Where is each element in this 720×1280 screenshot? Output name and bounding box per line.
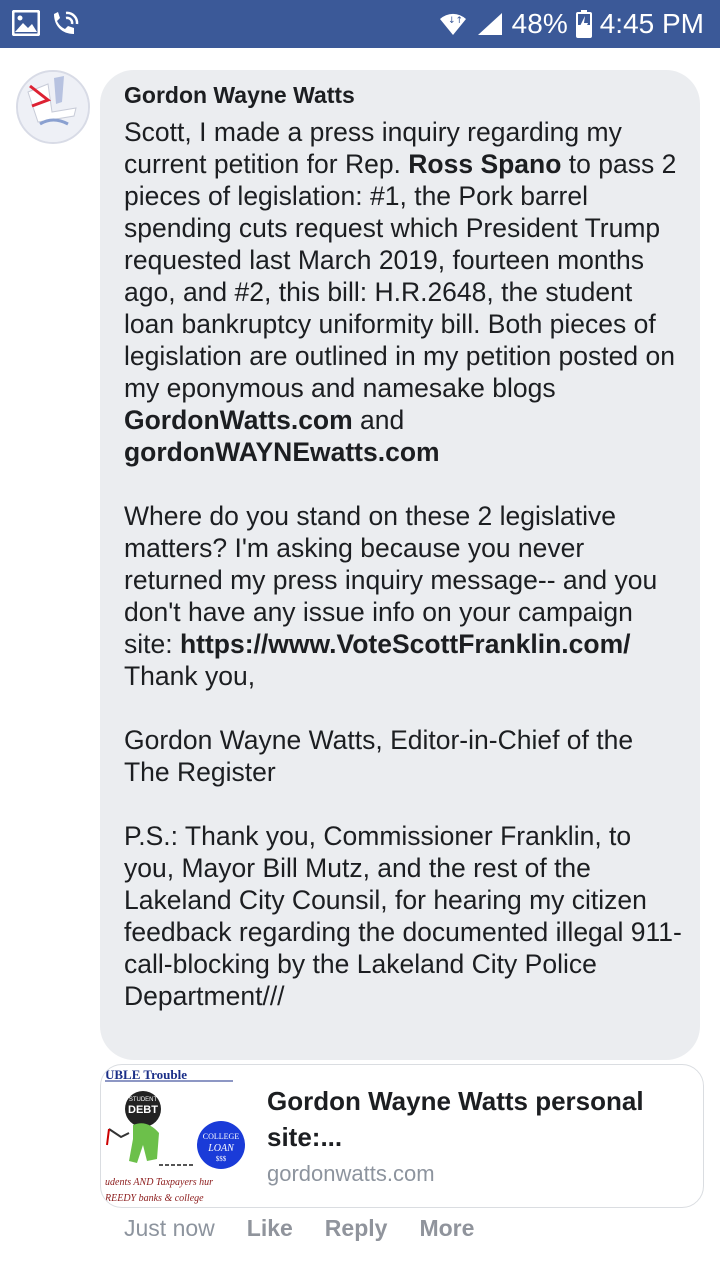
comment-text: [124, 116, 684, 1012]
comment-text-segment: to pass 2 pieces of legislation: #1, the Pork barrel spending cuts request which President Trump requested last March 2019, fourteen months ago, and #2, this bill: H.R.2648, the student loan bankruptcy uniformity bill. Both pieces of legislation are outlined in my petition posted on my eponymous and namesake blogs: [124, 149, 684, 403]
comment-actions: [124, 1215, 506, 1242]
more-button[interactable]: More: [419, 1215, 475, 1241]
tagged-name[interactable]: Ross Spano: [408, 149, 562, 179]
thumb-debt: DEBT: [128, 1104, 158, 1116]
battery-icon: [576, 10, 592, 38]
comment-text-segment: P.S.: Thank you, Commissioner Franklin, to you, Mayor Bill Mutz, and the rest of the Lakeland City Counsil, for hearing my citizen feedback regarding the documented illegal 911-call-blocking by the Lakeland City Police Department///: [124, 821, 682, 1011]
link-gordonwaynewatts[interactable]: gordonWAYNEwatts.com: [124, 437, 440, 467]
thumb-money: $$$: [215, 1155, 227, 1163]
like-button[interactable]: Like: [246, 1215, 293, 1241]
comment-bubble: [100, 70, 700, 1060]
thumb-loan: LOAN: [208, 1143, 234, 1154]
signal-icon: [476, 11, 504, 37]
comment-text-segment: and: [352, 405, 412, 435]
link-gordonwatts[interactable]: GordonWatts.com: [124, 405, 353, 435]
comment-text-segment: Gordon Wayne Watts, Editor-in-Chief of the The Register: [124, 725, 640, 787]
battery-percent: 48%: [511, 8, 568, 39]
reply-button[interactable]: Reply: [324, 1215, 388, 1241]
comment-text-segment: Where do you stand on these 2 legislative matters? I'm asking because you never returned my press inquiry message-- and you don't have any issue info on your campaign site:: [124, 501, 665, 659]
link-preview-card[interactable]: [100, 1064, 704, 1208]
gallery-icon: [12, 10, 40, 38]
clock: 4:45 PM: [599, 8, 704, 39]
svg-text:↓↑: ↓↑: [447, 16, 463, 26]
thumb-caption-2: REEDY banks & college: [105, 1193, 204, 1204]
thumb-caption-1: udents AND Taxpayers hur: [105, 1177, 214, 1188]
thumb-header: UBLE Trouble: [105, 1067, 187, 1082]
link-thumbnail: [103, 1067, 245, 1205]
comment-timestamp: Just now: [124, 1215, 215, 1241]
wifi-calling-icon: [50, 10, 80, 38]
status-bar: [0, 0, 720, 48]
link-title[interactable]: Gordon Wayne Watts personal site:...: [267, 1086, 644, 1152]
wifi-icon: [438, 11, 468, 37]
link-domain: gordonwatts.com: [267, 1161, 435, 1186]
comment-text-segment: Thank you,: [124, 661, 256, 691]
comment-text-segment: Scott, I made a press inquiry regarding my current petition for Rep.: [124, 117, 630, 179]
thumb-student: STUDENT: [128, 1097, 158, 1103]
link-votescottfranklin[interactable]: https://www.VoteScottFranklin.com/: [179, 629, 631, 659]
comment-author[interactable]: Gordon Wayne Watts: [124, 82, 355, 108]
avatar[interactable]: [16, 70, 90, 144]
thumb-college: COLLEGE: [202, 1132, 240, 1141]
